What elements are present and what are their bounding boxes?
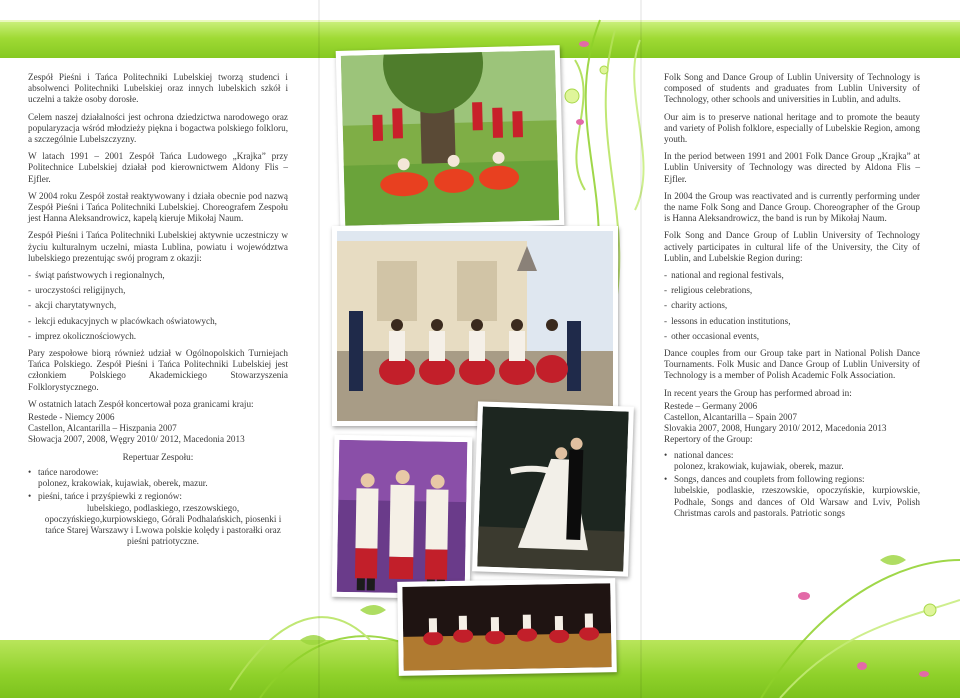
repertoire-list (28, 467, 288, 547)
aim-paragraph: Our aim is to preserve national heritage and to promote the beauty and variety of Polish folklore, especially of Lubelskie Region, among youth. (664, 111, 920, 145)
history-paragraph: In the period between 1991 and 2001 Folk Dance Group „Krajka” at Lublin University of Technology was directed by Aldona Flis – Ejfler. (664, 151, 920, 184)
polish-text-column (28, 72, 288, 553)
intro-paragraph: Zespół Pieśni i Tańca Politechniki Lubelskiej tworzą studenci i absolwenci Politechniki Lubelskiej oraz innych lubelskich szkół i uczelni a także osoby dorosłe. (28, 72, 288, 105)
abroad-line: Słowacja 2007, 2008, Węgry 2010/ 2012, Macedonia 2013 (28, 434, 245, 445)
occasions-list (28, 270, 288, 342)
list-item: - religious celebrations, (664, 285, 753, 296)
list-item: - świąt państwowych i regionalnych, (28, 270, 165, 281)
intro-paragraph: Folk Song and Dance Group of Lublin University of Technology is composed of students and graduates from Lublin University of Technology, other schools and universities in Lublin, and adults. (664, 72, 920, 105)
reactivation-paragraph: In 2004 the Group was reactivated and is currently performing under the name Folk Song and Dance Group. Choreographer of the Group is Hanna Aleksandrowicz, the band is run by Mikołaj Naum. (664, 190, 920, 224)
fold-line-left (318, 0, 320, 698)
occasions-list (664, 270, 920, 342)
aim-paragraph: Celem naszej działalności jest ochrona dziedzictwa narodowego oraz popularyzacja wśród młodzieży piękna i bogactwa polskiego folkloru, a szczególnie Lubelszczyzny. (28, 111, 288, 145)
abroad-line: Slovakia 2007, 2008, Hungary 2010/ 2012, Macedonia 2013 (664, 423, 887, 434)
tournaments-paragraph: Dance couples from our Group take part in National Polish Dance Tournaments. Folk Music and Dance Group of Lublin University of Technology is a member of Polish Academic Folk Association. (664, 348, 920, 381)
list-item: • pieśni, tańce i przyśpiewki z regionów: lubelskiego, podlaskiego, rzeszowskiego, opoczyńskiego,kurpiowskiego, Górali Podhalańskich, piosenki i tańce Starej Warszawy i Lwowa polskie kolędy i pastorałki oraz pieśni patriotyczne. (28, 491, 282, 547)
list-item: - akcji charytatywnych, (28, 300, 117, 311)
photo-ballroom-couple (472, 401, 634, 576)
list-item: - uroczystości religijnych, (28, 285, 126, 296)
photo-group-under-tree (336, 45, 565, 231)
list-item: - other occasional events, (664, 330, 760, 341)
reactivation-paragraph: W 2004 roku Zespół został reaktywowany i działa obecnie pod nazwą Zespół Pieśni i Tańca Politechniki Lubelskiej. Choreografem Zespołu jest Hanna Aleksandrowicz, kapelą kieruje Mikołaj Naum. (28, 190, 288, 224)
list-item: - imprez okolicznościowych. (28, 330, 137, 341)
repertoire-heading: Repertory of the Group: (664, 434, 753, 445)
list-item: • tańce narodowe: polonez, krakowiak, kujawiak, oberek, mazur. (28, 466, 208, 489)
photo-costumed-trio (332, 435, 473, 599)
history-paragraph: W latach 1991 – 2001 Zespół Tańca Ludowego „Krajka” przy Politechnice Lubelskiej działał pod kierownictwem Aldony Flis – Ejfler. (28, 151, 288, 184)
list-item: • national dances: polonez, krakowiak, kujawiak, oberek, mazur. (664, 449, 844, 471)
english-text-column (664, 72, 920, 525)
tournaments-paragraph: Pary zespołowe biorą również udział w Ogólnopolskich Turniejach Tańca Polskiego. Zespół Pieśni i Tańca Politechniki Lubelskiej jest członkiem Polskiego Akademickiego Stowarzyszenia Folklorystycznego. (28, 348, 288, 392)
abroad-line: Castellon, Alcantarilla – Spain 2007 (664, 412, 797, 423)
list-item: - lessons in education institutions, (664, 315, 791, 326)
fold-line-right (640, 0, 642, 698)
activity-paragraph: Zespół Pieśni i Tańca Politechniki Lubelskiej aktywnie uczestniczy w życiu kulturalnym uczelni, miasta Lublina, powiatu i województwa lubelskiego prezentując swój program z okazji: (28, 230, 288, 263)
repertoire-heading: Repertuar Zespołu: (122, 451, 194, 462)
abroad-intro: W ostatnich latach Zespół koncertował poza granicami kraju: (28, 398, 254, 409)
abroad-line: Restede – Germany 2006 (664, 400, 758, 411)
photo-group-at-castle (332, 226, 618, 426)
repertoire-list (664, 450, 920, 519)
activity-paragraph: Folk Song and Dance Group of Lublin University of Technology actively participates in cultural life of the University, the City of Lublin, and Lubelskie Region during: (664, 230, 920, 263)
list-item: - national and regional festivals, (664, 270, 784, 281)
abroad-line: Castellon, Alcantarilla – Hiszpania 2007 (28, 423, 177, 434)
list-item: - charity actions, (664, 300, 728, 311)
abroad-line: Restede - Niemcy 2006 (28, 412, 115, 423)
list-item: • Songs, dances and couplets from following regions: lubelskie, podlaskie, rzeszowskie, opoczyńskie, kurpiowskie, Podhale, Songs and dances of Old Warsaw and Lviv, Polish Christmas carols and pastorals. Patriotic songs (664, 474, 920, 518)
list-item: - lekcji edukacyjnych w placówkach oświatowych, (28, 315, 217, 326)
photo-stage-performance (397, 578, 617, 676)
abroad-intro: In recent years the Group has performed abroad in: (664, 387, 852, 398)
